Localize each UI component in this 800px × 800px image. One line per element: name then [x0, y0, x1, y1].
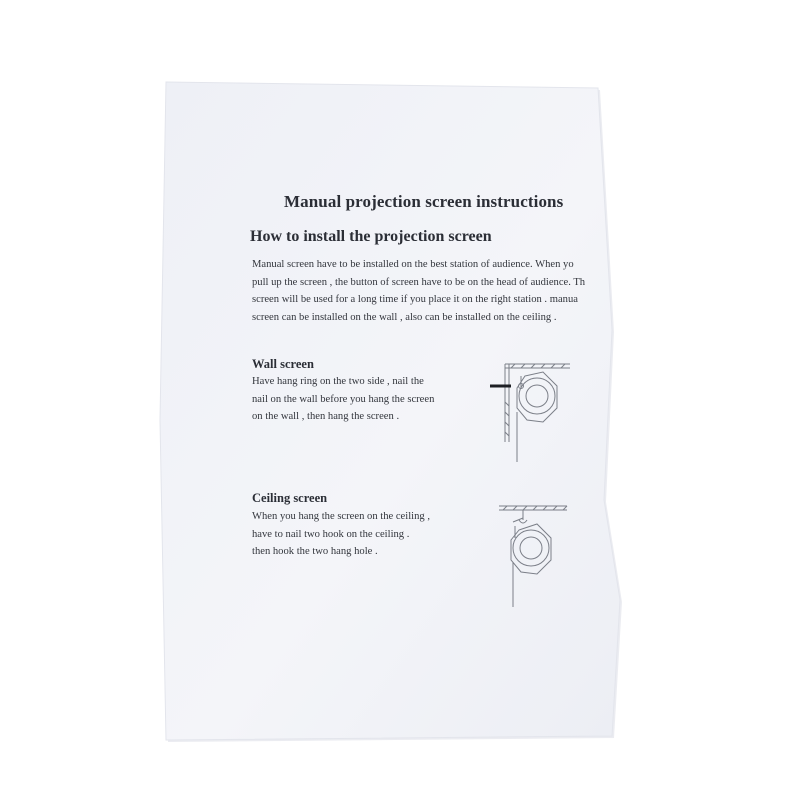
wall-line: nail on the wall before you hang the screen [252, 393, 435, 405]
wall-line: Have hang ring on the two side , nail the [252, 376, 424, 387]
ceiling-screen-heading: Ceiling screen [252, 491, 328, 505]
ceiling-screen-text [252, 508, 430, 561]
intro-line: pull up the screen , the button of screen have to be on the head of audience. Th [252, 276, 586, 288]
intro-line: screen can be installed on the wall , also can be installed on the ceiling . [252, 311, 557, 323]
intro-paragraph [252, 256, 585, 326]
intro-line: screen will be used for a long time if you place it on the right station . manua [252, 294, 578, 305]
wall-screen-text [252, 373, 434, 426]
intro-line: Manual screen have to be installed on the best station of audience. When yo [252, 259, 574, 270]
wall-line: on the wall , then hang the screen . [252, 411, 400, 422]
ceiling-line: have to nail two hook on the ceiling . [252, 528, 410, 540]
ceiling-line: When you hang the screen on the ceiling , [252, 511, 430, 522]
document-title: Manual projection screen instructions [284, 192, 564, 211]
section-heading: How to install the projection screen [250, 228, 492, 245]
wall-mount-diagram-icon [485, 362, 575, 472]
wall-screen-heading: Wall screen [252, 357, 314, 371]
ceiling-mount-diagram-icon [493, 502, 573, 612]
page-content [165, 80, 617, 740]
ceiling-line: then hook the two hang hole . [252, 546, 378, 557]
